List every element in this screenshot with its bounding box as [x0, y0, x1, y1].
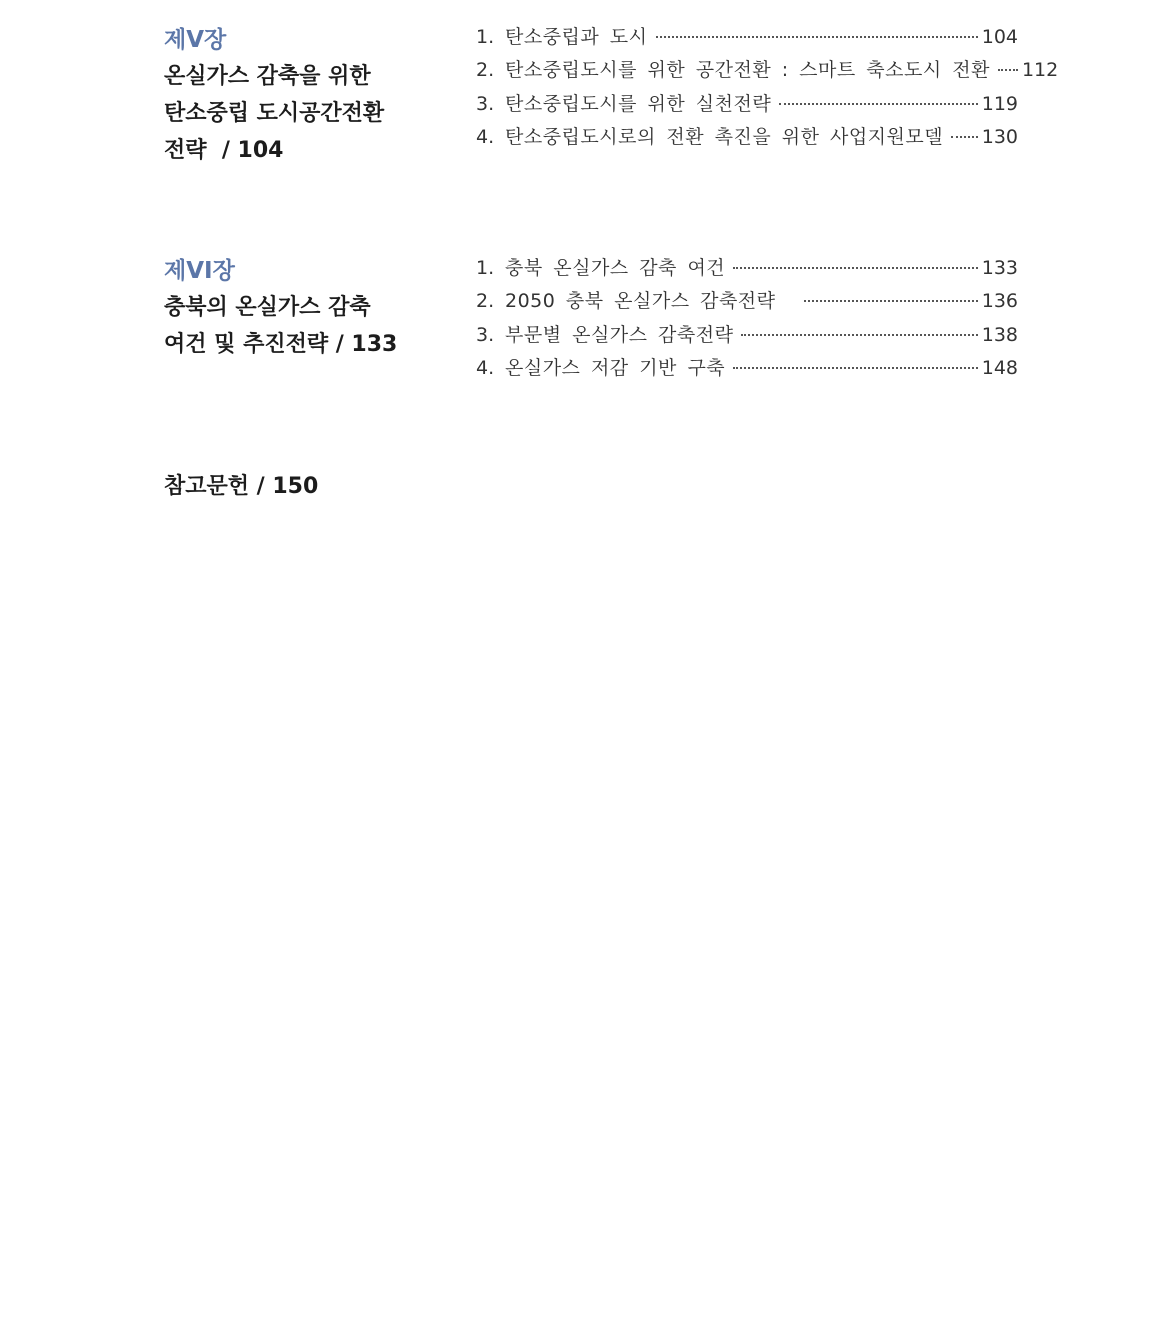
references-entry[interactable]: 참고문헌 / 150: [164, 474, 319, 499]
chapter-title-line: 온실가스 감축을 위한: [164, 64, 371, 89]
toc-list: [476, 253, 1018, 386]
toc-entry-title: 부문별 온실가스 감축전략: [505, 323, 734, 346]
toc-list: [476, 22, 1059, 155]
toc-entry[interactable]: [476, 253, 1018, 286]
toc-entry-number: 1.: [476, 26, 495, 48]
dot-leader: [951, 136, 978, 138]
dot-leader: [741, 334, 977, 336]
toc-entry[interactable]: [476, 55, 1059, 88]
dot-leader: [733, 267, 978, 269]
chapter-title-line: 여건 및 추진전략 / 133: [164, 332, 398, 357]
toc-entry-title: 탄소중립도시를 위한 실천전략: [505, 92, 772, 115]
toc-entry[interactable]: [476, 122, 1018, 155]
dot-leader: [779, 103, 978, 105]
chapter-number: 제VI장: [164, 258, 235, 284]
toc-entry[interactable]: [476, 353, 1018, 386]
toc-entry[interactable]: [476, 286, 1018, 319]
dot-leader: [656, 36, 978, 38]
toc-entry-title: 2050 충북 온실가스 감축전략: [505, 290, 776, 313]
toc-entry-number: 3.: [476, 323, 495, 346]
toc-entry-number: 2.: [476, 59, 495, 82]
toc-entry[interactable]: [476, 320, 1018, 353]
chapter-title-line: 전략 / 104: [164, 138, 284, 163]
toc-entry-number: 4.: [476, 125, 495, 148]
toc-entry-page: 130: [981, 125, 1018, 148]
toc-entry-title: 온실가스 저감 기반 구축: [505, 356, 726, 379]
toc-entry-page: 119: [981, 92, 1018, 115]
toc-entry-number: 1.: [476, 257, 495, 279]
toc-entry-title: 탄소중립과 도시: [505, 26, 648, 48]
toc-entry-page: 112: [1021, 59, 1059, 82]
toc-entry-number: 3.: [476, 92, 495, 115]
toc-entry-title: 충북 온실가스 감축 여건: [505, 257, 726, 279]
toc-entry[interactable]: [476, 22, 1018, 55]
dot-leader: [733, 367, 978, 369]
chapter-title-line: 충북의 온실가스 감축: [164, 295, 371, 320]
toc-entry-page: 133: [981, 257, 1018, 279]
toc-entry-title: 탄소중립도시로의 전환 촉진을 위한 사업지원모델: [505, 125, 944, 148]
chapter-title-line: 탄소중립 도시공간전환: [164, 101, 385, 126]
chapter-heading: [164, 253, 454, 363]
toc-entry-number: 4.: [476, 356, 495, 379]
toc-entry-title: 탄소중립도시를 위한 공간전환 : 스마트 축소도시 전환: [505, 59, 990, 82]
toc-entry-page: 138: [981, 323, 1018, 346]
dot-leader: [804, 300, 978, 302]
dot-leader: [998, 69, 1018, 71]
chapter-heading: [164, 22, 454, 169]
toc-entry-page: 148: [981, 356, 1018, 379]
toc-entry-page: 104: [981, 26, 1018, 48]
toc-entry[interactable]: [476, 89, 1018, 122]
toc-entry-number: 2.: [476, 290, 495, 313]
toc-entry-page: 136: [981, 290, 1018, 313]
chapter-number: 제V장: [164, 27, 227, 53]
